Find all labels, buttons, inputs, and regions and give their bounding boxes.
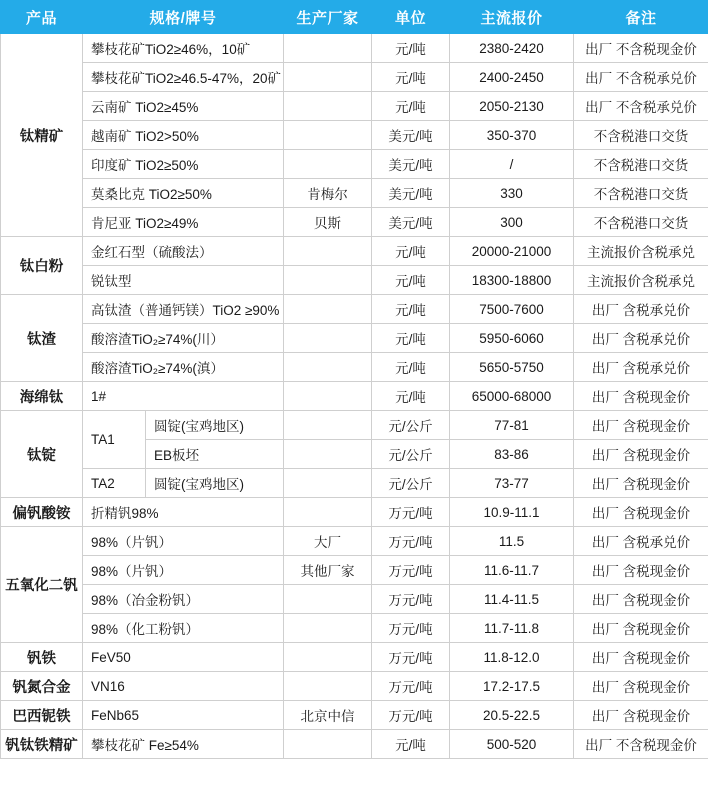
- cell-product: 钒铁: [1, 643, 83, 672]
- cell-unit: 美元/吨: [372, 179, 450, 208]
- cell-remark: 出厂 含税承兑价: [574, 295, 708, 324]
- cell-manufacturer: 贝斯: [284, 208, 372, 237]
- cell-manufacturer: [284, 585, 372, 614]
- cell-spec: 攀枝花矿TiO2≥46%，10矿: [83, 34, 284, 63]
- cell-manufacturer: 大厂: [284, 527, 372, 556]
- cell-manufacturer: [284, 266, 372, 295]
- cell-unit: 元/吨: [372, 730, 450, 759]
- cell-manufacturer: [284, 440, 372, 469]
- column-header-remark: 备注: [574, 1, 708, 34]
- cell-price: 5650-5750: [450, 353, 574, 382]
- cell-manufacturer: [284, 469, 372, 498]
- cell-unit: 元/吨: [372, 382, 450, 411]
- table-row: [1, 208, 708, 237]
- cell-spec: FeV50: [83, 643, 284, 672]
- cell-manufacturer: [284, 498, 372, 527]
- cell-price: 330: [450, 179, 574, 208]
- cell-product: 钛精矿: [1, 34, 83, 237]
- cell-remark: 不含税港口交货: [574, 208, 708, 237]
- table-row: [1, 237, 708, 266]
- cell-price: 83-86: [450, 440, 574, 469]
- table-row: [1, 469, 708, 498]
- cell-unit: 万元/吨: [372, 527, 450, 556]
- table-row: [1, 295, 708, 324]
- cell-price: 11.5: [450, 527, 574, 556]
- cell-spec-detail: 圆锭(宝鸡地区): [146, 469, 284, 498]
- cell-remark: 主流报价含税承兑: [574, 266, 708, 295]
- table-row: [1, 730, 708, 759]
- cell-spec: 肯尼亚 TiO2≥49%: [83, 208, 284, 237]
- table-row: [1, 179, 708, 208]
- cell-price: 20.5-22.5: [450, 701, 574, 730]
- table-row: [1, 672, 708, 701]
- cell-spec: 98%（片钒）: [83, 556, 284, 585]
- table-row: [1, 92, 708, 121]
- cell-unit: 万元/吨: [372, 498, 450, 527]
- cell-price: 10.9-11.1: [450, 498, 574, 527]
- cell-spec: FeNb65: [83, 701, 284, 730]
- cell-manufacturer: [284, 324, 372, 353]
- cell-remark: 出厂 含税承兑价: [574, 324, 708, 353]
- cell-unit: 元/吨: [372, 295, 450, 324]
- cell-price: 11.6-11.7: [450, 556, 574, 585]
- cell-price: /: [450, 150, 574, 179]
- cell-price: 300: [450, 208, 574, 237]
- cell-spec-detail: EB板坯: [146, 440, 284, 469]
- cell-unit: 万元/吨: [372, 701, 450, 730]
- cell-spec: 98%（片钒）: [83, 527, 284, 556]
- cell-remark: 出厂 含税承兑价: [574, 527, 708, 556]
- cell-unit: 美元/吨: [372, 208, 450, 237]
- cell-remark: 出厂 不含税现金价: [574, 730, 708, 759]
- cell-product: 钒氮合金: [1, 672, 83, 701]
- cell-remark: 出厂 不含税现金价: [574, 34, 708, 63]
- cell-spec: 98%（冶金粉钒）: [83, 585, 284, 614]
- table-row: [1, 34, 708, 63]
- cell-unit: 万元/吨: [372, 585, 450, 614]
- cell-manufacturer: [284, 295, 372, 324]
- cell-product: 钛锭: [1, 411, 83, 498]
- cell-manufacturer: [284, 92, 372, 121]
- cell-manufacturer: [284, 411, 372, 440]
- cell-unit: 万元/吨: [372, 556, 450, 585]
- cell-remark: 不含税港口交货: [574, 150, 708, 179]
- cell-spec: TA1: [83, 411, 146, 469]
- table-row: [1, 556, 708, 585]
- cell-price: 2400-2450: [450, 63, 574, 92]
- cell-price: 20000-21000: [450, 237, 574, 266]
- cell-price: 65000-68000: [450, 382, 574, 411]
- cell-spec-detail: 圆锭(宝鸡地区): [146, 411, 284, 440]
- cell-price: 18300-18800: [450, 266, 574, 295]
- bottom-spacer: [0, 759, 708, 805]
- cell-remark: 不含税港口交货: [574, 121, 708, 150]
- cell-remark: 出厂 含税现金价: [574, 440, 708, 469]
- cell-remark: 出厂 含税现金价: [574, 585, 708, 614]
- cell-remark: 主流报价含税承兑: [574, 237, 708, 266]
- cell-price: 350-370: [450, 121, 574, 150]
- cell-unit: 元/公斤: [372, 411, 450, 440]
- cell-unit: 元/吨: [372, 237, 450, 266]
- cell-remark: 出厂 不含税承兑价: [574, 63, 708, 92]
- table-row: [1, 643, 708, 672]
- column-header-product: 产品: [1, 1, 83, 34]
- cell-remark: 出厂 含税承兑价: [574, 353, 708, 382]
- cell-price: 500-520: [450, 730, 574, 759]
- table-row: [1, 121, 708, 150]
- cell-spec: 1#: [83, 382, 284, 411]
- cell-spec: 酸溶渣TiO₂≥74%(川）: [83, 324, 284, 353]
- column-header-spec: 规格/牌号: [83, 1, 284, 34]
- cell-remark: 出厂 含税现金价: [574, 556, 708, 585]
- cell-spec: VN16: [83, 672, 284, 701]
- cell-unit: 元/公斤: [372, 469, 450, 498]
- column-header-price: 主流报价: [450, 1, 574, 34]
- table-row: [1, 498, 708, 527]
- cell-manufacturer: 肯梅尔: [284, 179, 372, 208]
- table-row: [1, 353, 708, 382]
- cell-product: 五氧化二钒: [1, 527, 83, 643]
- cell-manufacturer: [284, 237, 372, 266]
- cell-unit: 元/吨: [372, 63, 450, 92]
- cell-remark: 出厂 含税现金价: [574, 469, 708, 498]
- table-row: [1, 324, 708, 353]
- cell-manufacturer: 其他厂家: [284, 556, 372, 585]
- cell-price: 11.7-11.8: [450, 614, 574, 643]
- cell-unit: 万元/吨: [372, 643, 450, 672]
- cell-price: 11.4-11.5: [450, 585, 574, 614]
- cell-unit: 万元/吨: [372, 614, 450, 643]
- table-row: [1, 701, 708, 730]
- table-row: [1, 266, 708, 295]
- cell-price: 5950-6060: [450, 324, 574, 353]
- cell-manufacturer: [284, 614, 372, 643]
- cell-spec: 攀枝花矿 Fe≥54%: [83, 730, 284, 759]
- cell-price: 2050-2130: [450, 92, 574, 121]
- cell-spec: 98%（化工粉钒）: [83, 614, 284, 643]
- cell-unit: 元/吨: [372, 324, 450, 353]
- table-body: [1, 34, 708, 759]
- cell-unit: 美元/吨: [372, 150, 450, 179]
- cell-manufacturer: [284, 672, 372, 701]
- cell-spec: 莫桑比克 TiO2≥50%: [83, 179, 284, 208]
- cell-manufacturer: [284, 643, 372, 672]
- cell-manufacturer: [284, 121, 372, 150]
- cell-remark: 出厂 含税现金价: [574, 498, 708, 527]
- cell-spec: 金红石型（硫酸法）: [83, 237, 284, 266]
- cell-unit: 元/吨: [372, 34, 450, 63]
- table-row: [1, 585, 708, 614]
- cell-remark: 出厂 含税现金价: [574, 411, 708, 440]
- cell-manufacturer: 北京中信: [284, 701, 372, 730]
- cell-spec: 印度矿 TiO2≥50%: [83, 150, 284, 179]
- cell-remark: 出厂 含税现金价: [574, 701, 708, 730]
- cell-price: 7500-7600: [450, 295, 574, 324]
- cell-price: 73-77: [450, 469, 574, 498]
- table-header-row: [1, 1, 708, 34]
- cell-spec: 酸溶渣TiO₂≥74%(滇）: [83, 353, 284, 382]
- table-row: [1, 614, 708, 643]
- cell-spec: TA2: [83, 469, 146, 498]
- cell-remark: 出厂 含税现金价: [574, 643, 708, 672]
- cell-spec: 高钛渣（普通钙镁）TiO2 ≥90%: [83, 295, 284, 324]
- cell-spec: 攀枝花矿TiO2≥46.5-47%，20矿: [83, 63, 284, 92]
- cell-remark: 出厂 不含税承兑价: [574, 92, 708, 121]
- cell-unit: 元/公斤: [372, 440, 450, 469]
- cell-manufacturer: [284, 353, 372, 382]
- column-header-manufacturer: 生产厂家: [284, 1, 372, 34]
- cell-product: 钛白粉: [1, 237, 83, 295]
- table-row: [1, 150, 708, 179]
- cell-price: 17.2-17.5: [450, 672, 574, 701]
- cell-manufacturer: [284, 730, 372, 759]
- cell-product: 钒钛铁精矿: [1, 730, 83, 759]
- column-header-unit: 单位: [372, 1, 450, 34]
- cell-spec: 云南矿 TiO2≥45%: [83, 92, 284, 121]
- table-row: [1, 527, 708, 556]
- cell-spec: 越南矿 TiO2>50%: [83, 121, 284, 150]
- cell-spec: 折精钒98%: [83, 498, 284, 527]
- table-row: [1, 63, 708, 92]
- cell-unit: 元/吨: [372, 92, 450, 121]
- cell-product: 巴西铌铁: [1, 701, 83, 730]
- cell-unit: 美元/吨: [372, 121, 450, 150]
- table-row: [1, 411, 708, 440]
- cell-manufacturer: [284, 63, 372, 92]
- cell-unit: 元/吨: [372, 353, 450, 382]
- cell-remark: 出厂 含税现金价: [574, 672, 708, 701]
- cell-product: 海绵钛: [1, 382, 83, 411]
- cell-manufacturer: [284, 34, 372, 63]
- cell-remark: 出厂 含税现金价: [574, 382, 708, 411]
- cell-product: 偏钒酸铵: [1, 498, 83, 527]
- table-row: [1, 382, 708, 411]
- cell-price: 2380-2420: [450, 34, 574, 63]
- cell-price: 77-81: [450, 411, 574, 440]
- cell-unit: 元/吨: [372, 266, 450, 295]
- cell-spec: 锐钛型: [83, 266, 284, 295]
- cell-remark: 不含税港口交货: [574, 179, 708, 208]
- cell-product: 钛渣: [1, 295, 83, 382]
- cell-remark: 出厂 含税现金价: [574, 614, 708, 643]
- cell-manufacturer: [284, 150, 372, 179]
- cell-price: 11.8-12.0: [450, 643, 574, 672]
- cell-manufacturer: [284, 382, 372, 411]
- cell-unit: 万元/吨: [372, 672, 450, 701]
- table-header: [1, 1, 708, 34]
